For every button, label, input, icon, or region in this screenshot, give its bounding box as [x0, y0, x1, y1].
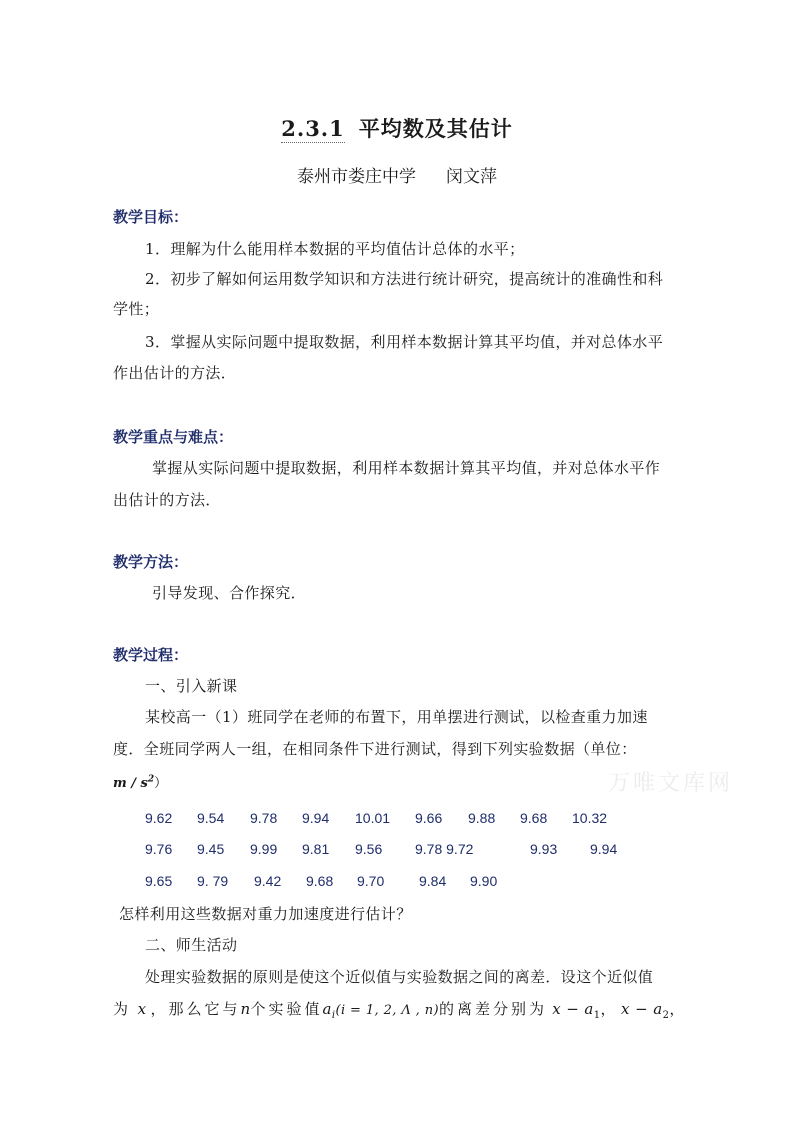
unit-label: m / $s^2$） — [113, 774, 168, 791]
data-value: 9.78 — [250, 810, 278, 826]
data-value: 9.68 — [306, 873, 334, 889]
intro-line-1: 某校高一（1）班同学在老师的布置下，用单摆进行测试，以检查重力加速 — [145, 708, 648, 726]
method-heading: 教学方法： — [113, 553, 189, 571]
data-value: 9.94 — [590, 841, 618, 857]
question-line: 怎样利用这些数据对重力加速度进行估计？ — [119, 905, 412, 923]
data-value: 9.42 — [254, 873, 282, 889]
data-value: 9.99 — [250, 841, 278, 857]
activity-line-2: 为 x ，那么它与n个实验值$a_i(i = 1$, 2, Λ , n)的离差分别为 $x - a_1$， $x - a_2$， — [113, 1000, 685, 1021]
step-2-heading: 二、师生活动 — [145, 936, 238, 954]
intro-line-2: 度．全班同学两人一组，在相同条件下进行测试，得到下列实验数据（单位： — [113, 740, 637, 758]
data-value: 9.54 — [197, 810, 225, 826]
author-line — [0, 162, 794, 187]
objective-1: 1．理解为什么能用样本数据的平均值估计总体的水平； — [145, 240, 525, 258]
watermark: 万唯文库网 — [608, 771, 734, 796]
objective-2-line-1: 2．初步了解如何运用数学知识和方法进行统计研究，提高统计的准确性和科 — [145, 270, 664, 288]
data-value: 9.88 — [468, 810, 496, 826]
data-value: 9.84 — [419, 873, 447, 889]
objectives-heading: 教学目标： — [113, 208, 189, 226]
data-value: 9.93 — [530, 841, 558, 857]
data-value: 9.68 — [520, 810, 548, 826]
data-value: 9.78 9.72 — [415, 841, 474, 857]
data-value: 9.56 — [355, 841, 383, 857]
title-number: 2.3.1 — [281, 116, 345, 141]
objective-3-line-1: 3．掌握从实际问题中提取数据，利用样本数据计算其平均值，并对总体水平 — [145, 333, 664, 351]
data-value: 9.66 — [415, 810, 443, 826]
data-value: 9.65 — [145, 873, 173, 889]
activity-line-1: 处理实验数据的原则是使这个近似值与实验数据之间的离差．设这个近似值 — [145, 968, 654, 986]
objective-2-line-2: 学性； — [113, 300, 160, 318]
data-value: 9.90 — [470, 873, 498, 889]
step-1-heading: 一、引入新课 — [145, 677, 238, 695]
teacher-name: 闵文萍 — [446, 167, 497, 187]
data-value: 9. 79 — [197, 873, 229, 889]
key-points-heading: 教学重点与难点： — [113, 428, 234, 446]
data-value: 9.62 — [145, 810, 173, 826]
data-value: 9.45 — [197, 841, 225, 857]
data-value: 10.32 — [572, 810, 608, 826]
method-text: 引导发现、合作探究． — [152, 584, 307, 602]
title-text: 平均数及其估计 — [358, 116, 513, 141]
key-points-line-1: 掌握从实际问题中提取数据，利用样本数据计算其平均值，并对总体水平作 — [152, 459, 661, 477]
data-value: 10.01 — [355, 810, 391, 826]
data-value: 9.94 — [302, 810, 330, 826]
data-value: 9.81 — [302, 841, 330, 857]
data-value: 9.76 — [145, 841, 173, 857]
key-points-line-2: 出估计的方法． — [113, 491, 221, 509]
page-title — [0, 113, 794, 143]
process-heading: 教学过程： — [113, 646, 189, 664]
objective-3-line-2: 作出估计的方法． — [113, 364, 237, 382]
data-value: 9.70 — [357, 873, 385, 889]
school-name: 泰州市娄庄中学 — [297, 167, 416, 187]
